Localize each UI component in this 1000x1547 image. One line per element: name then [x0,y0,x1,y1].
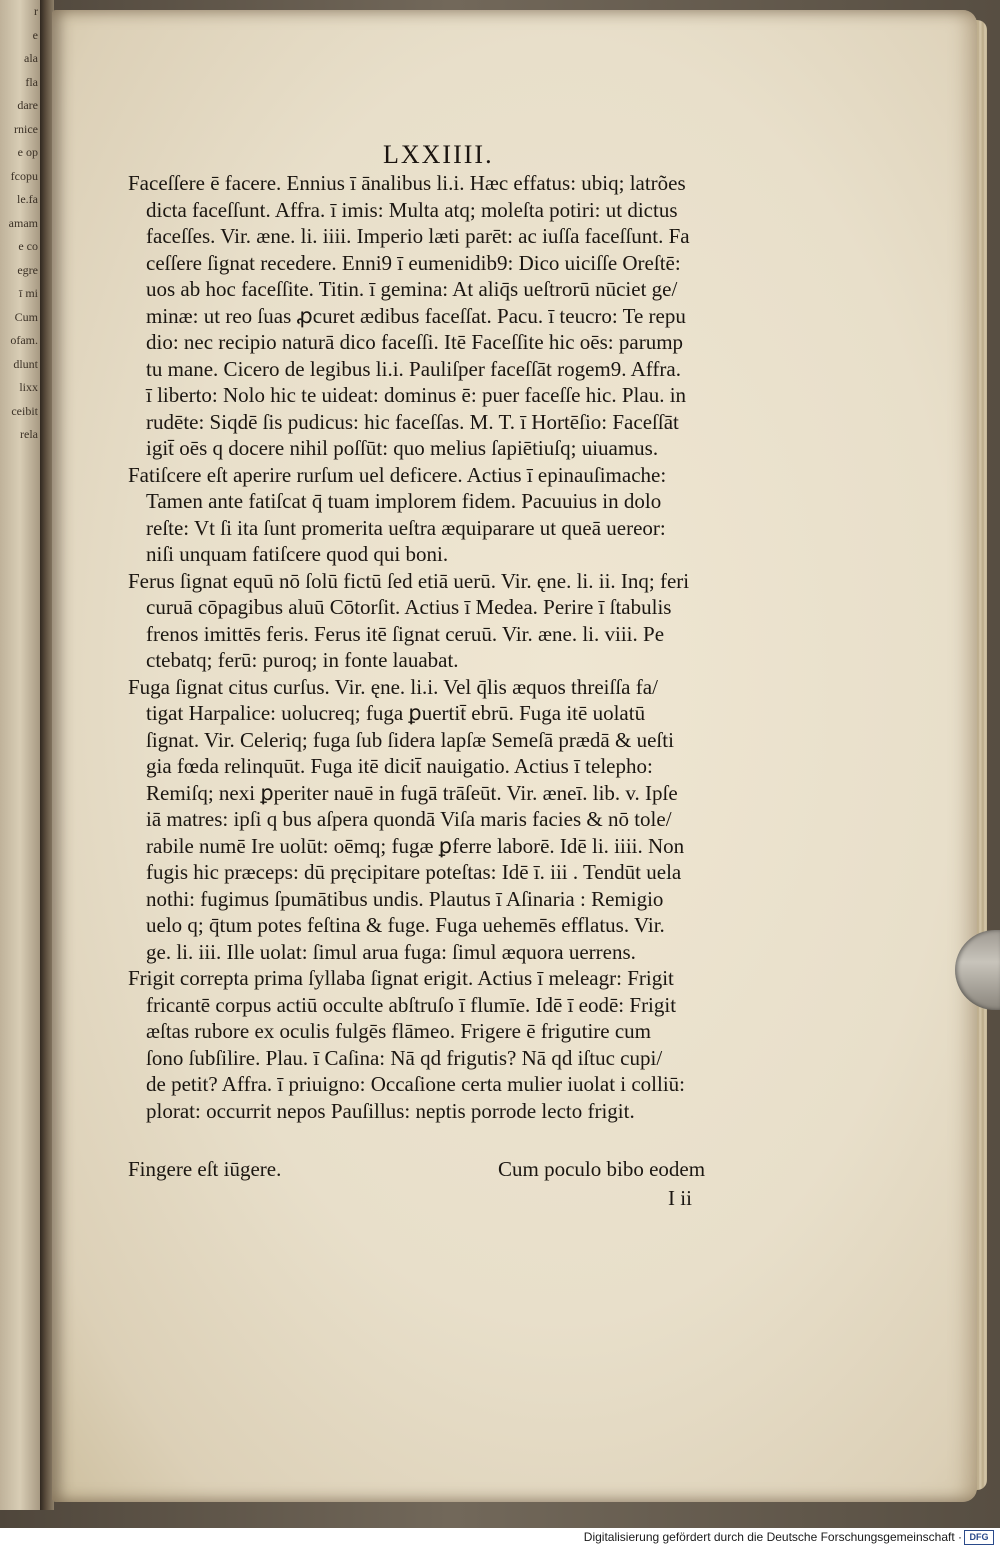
last-line-left: Fingere eſt iūgere. [128,1157,282,1181]
text-line: rabile numē Ire uolūt: oēmq; fugæ ꝑferre laborē. Idē li. iiii. Non [146,833,685,858]
text-line: fricantē corpus actiū occulte abſtruſo ī flumīe. Idē ī eodē: Frigit [146,992,677,1017]
text-line: tu mane. Cicero de legibus li.i. Pauliſper faceſſāt rogem9. Affra. [146,356,681,381]
text-line: dio: nec recipio naturā dico faceſſi. Itē Faceſſite hic oēs: parump [146,330,684,354]
text-line: de petit? Affra. ī priuigno: Occaſione certa mulier iuolat i colliū: [146,1072,686,1096]
text-line: ceſſere ſignat recedere. Enni9 ī eumenidib9: Dico uiciſſe Oreſtē: [146,250,681,275]
dfg-logo-icon: DFG [964,1530,994,1545]
facing-page-fragment: Cum [14,309,38,324]
text-line: uelo q; q̄tum potes feſtina & fuge. Fuga uehemēs efflatus. Vir. [146,913,665,937]
text-line: iā matres: ipſi q bus aſpera quondā Viſa maris facies & nō tole/ [146,807,672,831]
text-line: Ferus ſignat equū nō ſolū fictū ſed etiā uerū. Vir. ęne. li. ii. Inq; feri [128,568,690,593]
text-line: Fatiſcere eſt aperire rurſum uel deficere. Actius ī epinauſimache: [128,462,667,487]
text-line: plorat: occurrit nepos Pauſillus: neptis porrode lecto frigit. [146,1098,635,1123]
text-line: igit̄ oēs q docere nihil poſſūt: quo melius ſapiētiuſq; uiuamus. [146,436,659,460]
text-line: fugis hic præceps: dū pręcipitare poteſtas: Idē ī. iii . Tendūt uela [146,860,682,884]
text-line: ſignat. Vir. Celeriq; fuga ſub ſidera lapſæ Semeſā prædā & ueſti [146,727,674,752]
text-line: minæ: ut reo ſuas ꝓcuret ædibus faceſſat. Pacu. ī teucro: Te repu [146,303,686,328]
folio-number: LXXIIII. [383,140,494,169]
text-line: Remiſq; nexi ꝑperiter nauē in fugā trāſeūt. Vir. æneī. lib. v. Ipſe [146,780,678,805]
facing-page-fragment: dare [17,98,38,112]
text-line: reſte: Vt ſi ita ſunt promerita ueſtra æquiparare ut queā uereor: [146,515,666,540]
text-line: ctebatq; ferū: puroq; in fonte lauabat. [146,648,459,672]
catchword: Cum poculo bibo eodem [498,1157,706,1181]
facing-page-fragment: fla [25,74,38,89]
facing-page-fragment: ofam. [10,333,38,347]
text-line: ſono ſubſilire. Plau. ī Caſina: Nā qd frigutis? Nā qd iſtuc cupi/ [146,1045,663,1070]
facing-page-fragment: amam [8,215,38,230]
facing-page-fragment: rnice [14,121,38,136]
text-line: ge. li. iii. Ille uolat: ſimul arua fuga: ſimul æquora uerrens. [146,939,636,964]
text-line: curuā cōpagibus aluū Cōtorſit. Actius ī Medea. Perire ī ſtabulis [146,595,672,619]
text-line: faceſſes. Vir. æne. li. iiii. Imperio læti parēt: ac iuſſa faceſſunt. Fa [146,224,690,248]
text-line: nothi: fugimus ſpumātibus undis. Plautus ī Aſinaria : Remigio [146,886,664,911]
text-line: gia fœda relinquūt. Fuga itē dicit̄ nauigatio. Actius ī telepho: [146,754,653,778]
signature-mark: I ii [668,1186,692,1210]
text-line: niſi unquam fatiſcere quod qui boni. [146,542,449,566]
facing-page-fragment: rela [20,427,38,441]
text-line: Faceſſere ē facere. Ennius ī ānalibus li.i. Hæc effatus: ubiq; latrões [128,171,686,195]
facing-page-fragment: e op [17,145,38,159]
text-line: æſtas rubore ex oculis fulgēs flāmeo. Frigere ē frigutire cum [146,1019,652,1043]
text-line: Frigit correpta prima ſyllaba ſignat erigit. Actius ī meleagr: Frigit [128,966,674,990]
facing-page-fragment: ala [24,51,38,65]
text-line: dicta faceſſunt. Affra. ī imis: Multa atq; moleſta potiri: ut dictus [146,197,678,222]
text-line: tigat Harpalice: uolucreq; fuga ꝑuertit̄ ebrū. Fuga itē uolatū [146,701,646,725]
facing-page-fragment: ceibit [11,403,38,418]
text-line: Fuga ſignat citus curſus. Vir. ęne. li.i. Vel q̄lis æquos threiſſa fa/ [128,674,658,699]
text-line: frenos imittēs feris. Ferus itē ſignat ceruū. Vir. æne. li. viii. Pe [146,621,665,646]
body-text [128,170,748,1124]
facing-page-fragment: e co [18,239,38,253]
text-line: rudēte: Siqdē ſis pudicus: hic faceſſas. M. T. ī Hortēſio: Faceſſāt [146,409,679,434]
facing-page-fragment: dlunt [13,356,38,371]
facing-page-fragment: fcopu [10,168,38,183]
facing-page-fragment: lixx [19,380,38,394]
facing-page-fragment: egre [17,262,38,277]
text-line: uos ab hoc faceſſite. Titin. ī gemina: At aliq̄s ueſtrorū nūciet ge/ [146,277,678,301]
facing-page-fragment: le.fa [17,192,38,206]
facing-page-fragment: ī mi [18,286,38,300]
text-line: ī liberto: Nolo hic te uideat: dominus ē: puer faceſſe hic. Plau. in [146,383,687,407]
text-line: Tamen ante fatiſcat q̄ tuam implorem fidem. Pacuuius in dolo [146,489,662,513]
facing-page-text-fragments [0,0,40,1510]
facing-page-fragment: r [34,4,38,18]
digitization-credit: Digitalisierung gefördert durch die Deutsche Forschungsgemeinschaft · [583,1530,962,1544]
facing-page-fragment: e [32,27,38,42]
